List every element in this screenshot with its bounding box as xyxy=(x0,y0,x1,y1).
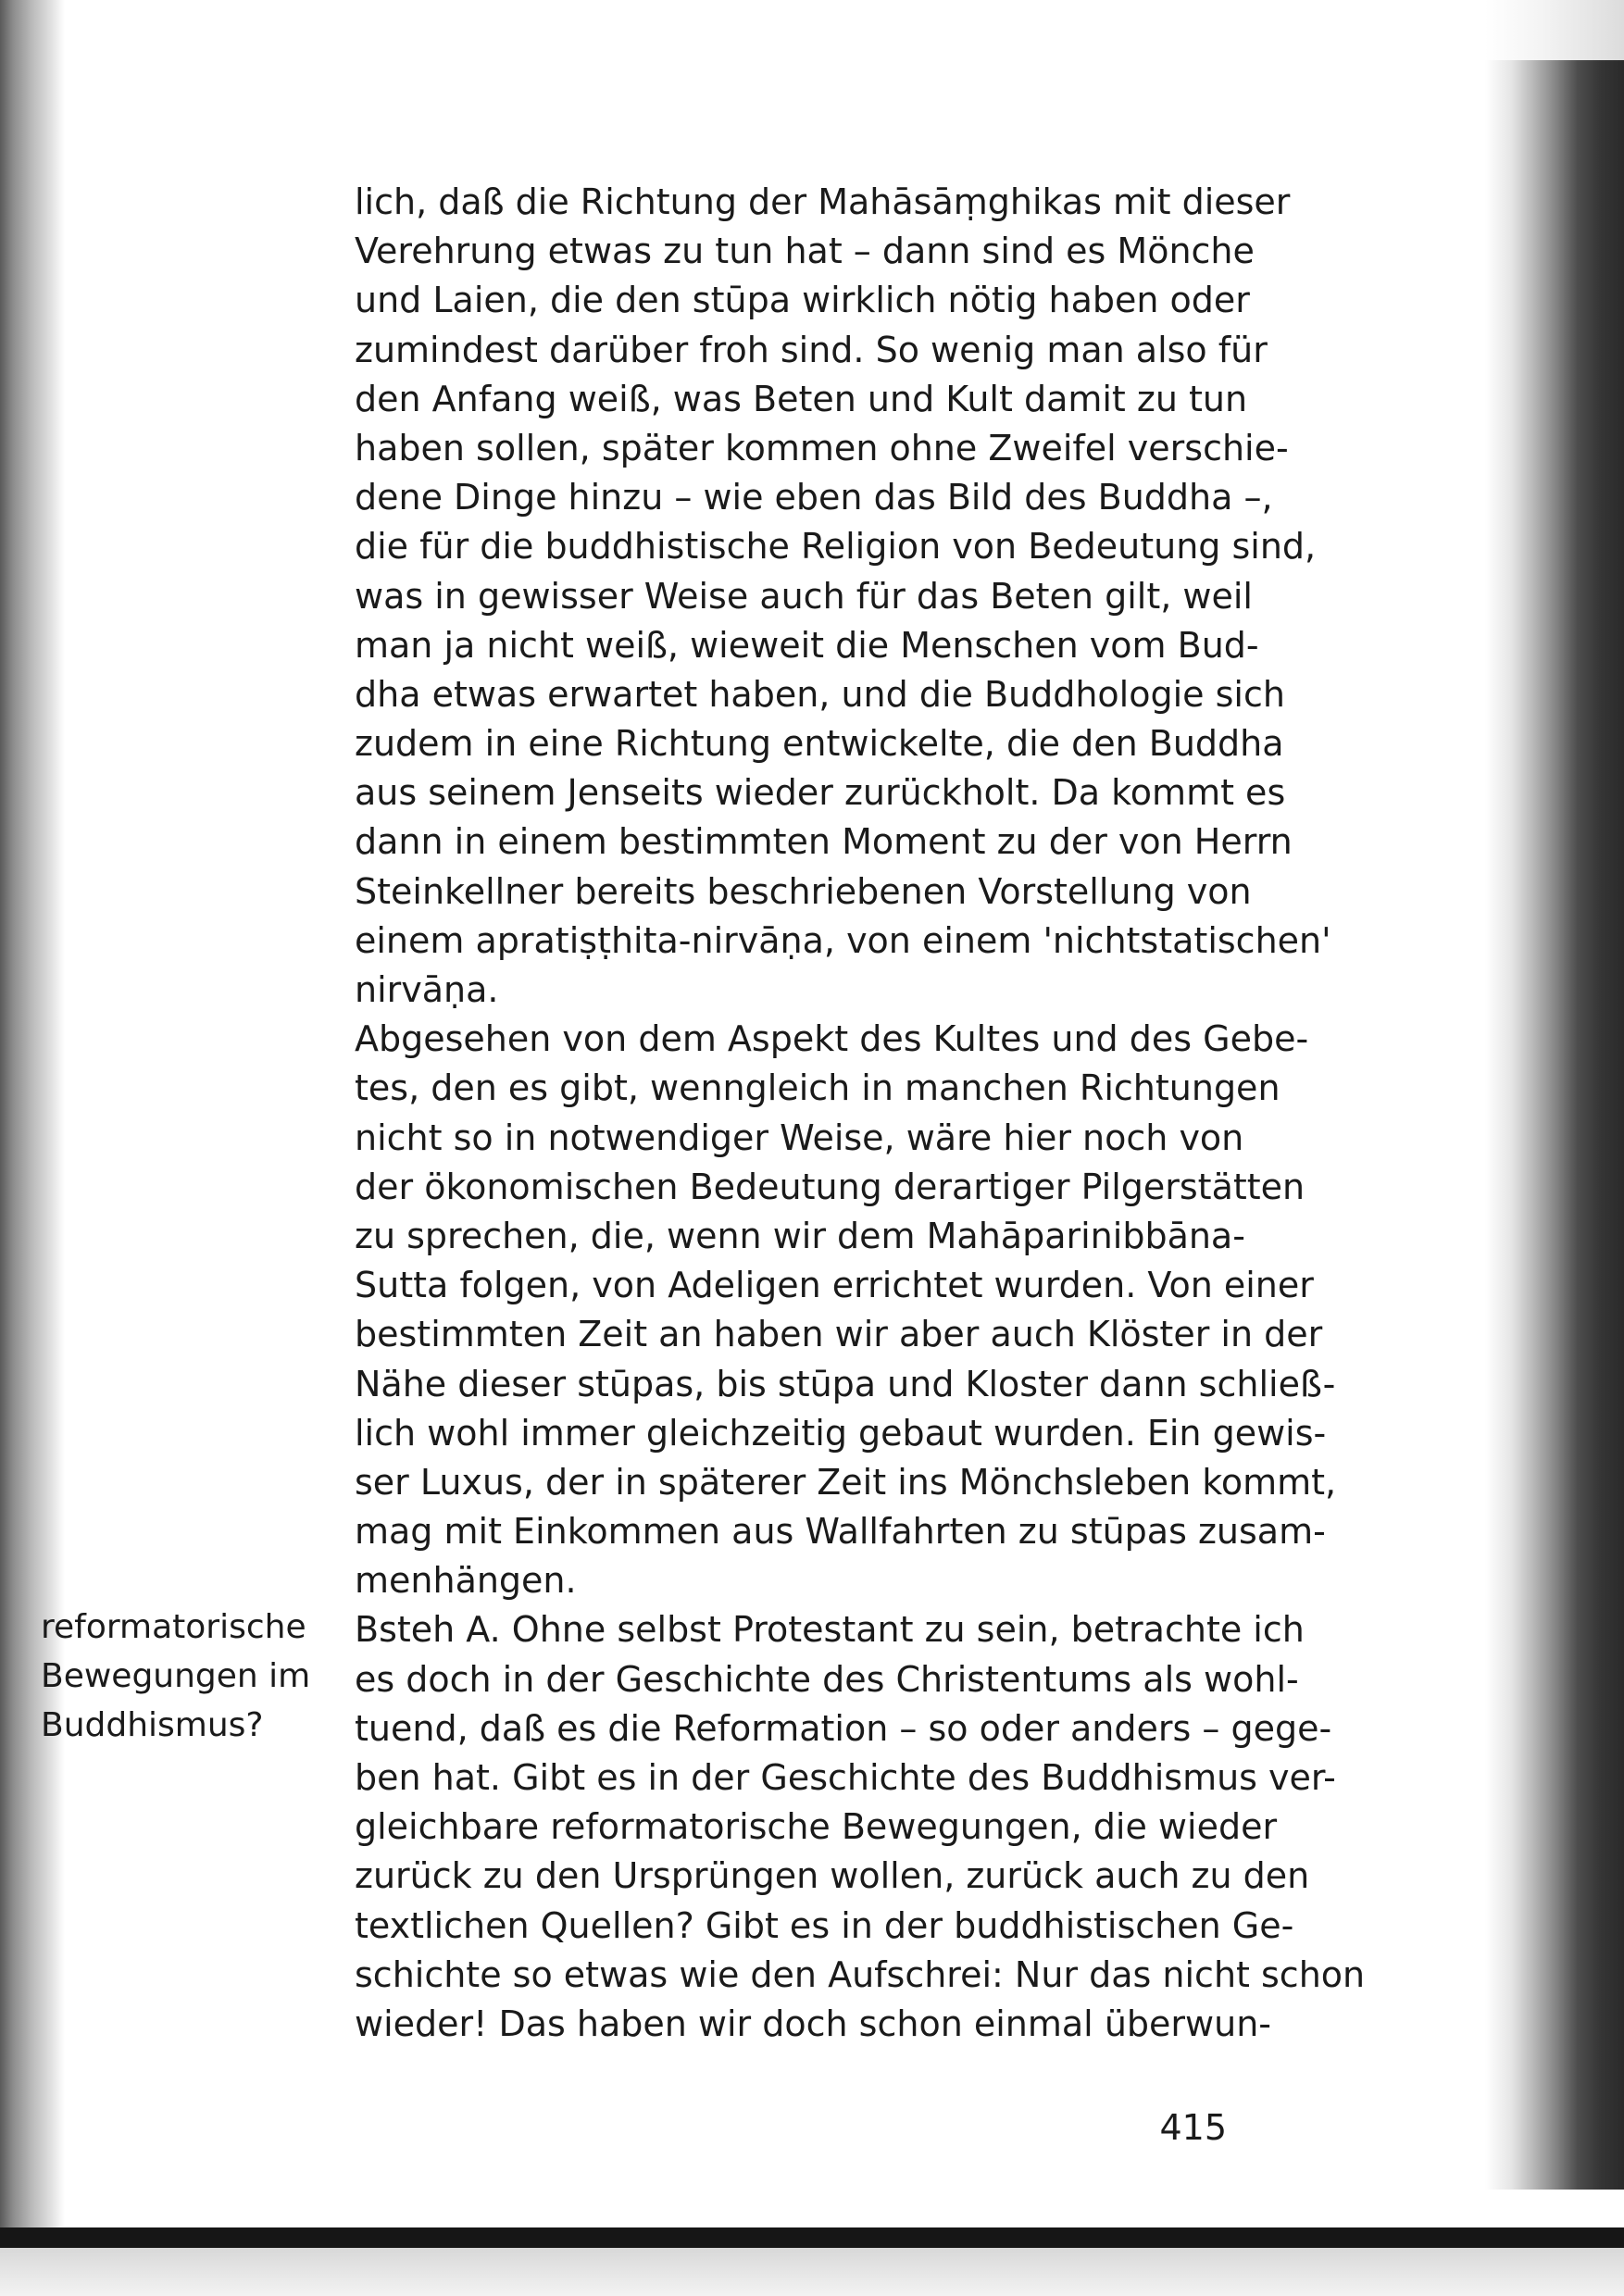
text-line: bestimmten Zeit an haben wir aber auch Klöster in der xyxy=(355,1314,1323,1355)
body-text xyxy=(355,178,1366,2049)
text-line: Abgesehen von dem Aspekt des Kultes und des Gebe- xyxy=(355,1018,1309,1060)
text-line: wieder! Das haben wir doch schon einmal überwun- xyxy=(355,2003,1271,2044)
scan-shadow-left xyxy=(0,0,65,2296)
margin-note-line: reformatorische xyxy=(41,1608,306,1646)
text-line: Nähe dieser stūpas, bis stūpa und Kloster dann schließ- xyxy=(355,1363,1336,1404)
text-line: man ja nicht weiß, wieweit die Menschen vom Bud- xyxy=(355,624,1259,666)
text-line: Steinkellner bereits beschriebenen Vorstellung von xyxy=(355,870,1252,912)
text-line: dha etwas erwartet haben, und die Buddhologie sich xyxy=(355,673,1285,715)
text-line: gleichbare reformatorische Bewegungen, die wieder xyxy=(355,1806,1278,1848)
text-line: schichte so etwas wie den Aufschrei: Nur das nicht schon xyxy=(355,1953,1366,1995)
text-line: tuend, daß es die Reformation – so oder anders – gege- xyxy=(355,1707,1332,1749)
text-line: zumindest darüber froh sind. So wenig man also für xyxy=(355,329,1268,370)
scan-margin-bottom xyxy=(0,2248,1624,2296)
text-line: und Laien, die den stūpa wirklich nötig haben oder xyxy=(355,280,1250,321)
text-line: Verehrung etwas zu tun hat – dann sind es Mönche xyxy=(355,231,1255,272)
text-line: ben hat. Gibt es in der Geschichte des Buddhismus ver- xyxy=(355,1757,1336,1798)
text-line: den Anfang weiß, was Beten und Kult damit zu tun xyxy=(355,378,1248,419)
scan-shadow-right xyxy=(1485,60,1624,2190)
text-line: nirvāṇa. xyxy=(355,969,499,1010)
scan-shadow-right-top xyxy=(1485,0,1624,60)
text-line: dann in einem bestimmten Moment zu der von Herrn xyxy=(355,821,1293,863)
text-line: textlichen Quellen? Gibt es in der buddhistischen Ge- xyxy=(355,1904,1294,1946)
text-line: nicht so in notwendiger Weise, wäre hier noch von xyxy=(355,1117,1244,1158)
text-line: dene Dinge hinzu – wie eben das Bild des Buddha –, xyxy=(355,477,1273,518)
margin-note-line: Bewegungen im xyxy=(41,1657,311,1695)
margin-note xyxy=(41,1603,337,1750)
scan-edge-bottom xyxy=(0,2227,1624,2248)
text-line: die für die buddhistische Religion von Bedeutung sind, xyxy=(355,526,1317,568)
text-line: lich wohl immer gleichzeitig gebaut wurden. Ein gewis- xyxy=(355,1412,1327,1454)
text-line: tes, den es gibt, wenngleich in manchen Richtungen xyxy=(355,1067,1280,1109)
page-number: 415 xyxy=(1159,2107,1227,2148)
text-line: menhängen. xyxy=(355,1560,577,1602)
margin-note-line: Buddhismus? xyxy=(41,1706,264,1744)
text-line: ser Luxus, der in späterer Zeit ins Mönchsleben kommt, xyxy=(355,1461,1337,1503)
text-line: einem apratiṣṭhita-nirvāṇa, von einem 'nichtstatischen' xyxy=(355,919,1331,961)
text-line: was in gewisser Weise auch für das Beten gilt, weil xyxy=(355,575,1253,617)
text-line: zudem in eine Richtung entwickelte, die den Buddha xyxy=(355,723,1284,765)
text-line: haben sollen, später kommen ohne Zweifel verschie- xyxy=(355,427,1289,468)
text-line: Bsteh A. Ohne selbst Protestant zu sein, betrachte ich xyxy=(355,1609,1305,1651)
text-line: es doch in der Geschichte des Christentums als wohl- xyxy=(355,1658,1299,1700)
text-line: zu sprechen, die, wenn wir dem Mahāparinibbāna- xyxy=(355,1215,1245,1256)
text-line: aus seinem Jenseits wieder zurückholt. Da kommt es xyxy=(355,772,1286,814)
text-line: lich, daß die Richtung der Mahāsāṃghikas mit dieser xyxy=(355,181,1291,222)
text-line: der ökonomischen Bedeutung derartiger Pilgerstätten xyxy=(355,1166,1305,1207)
text-line: zurück zu den Ursprüngen wollen, zurück auch zu den xyxy=(355,1855,1310,1897)
text-line: Sutta folgen, von Adeligen errichtet wurden. Von einer xyxy=(355,1265,1314,1306)
text-line: mag mit Einkommen aus Wallfahrten zu stūpas zusam- xyxy=(355,1511,1326,1553)
